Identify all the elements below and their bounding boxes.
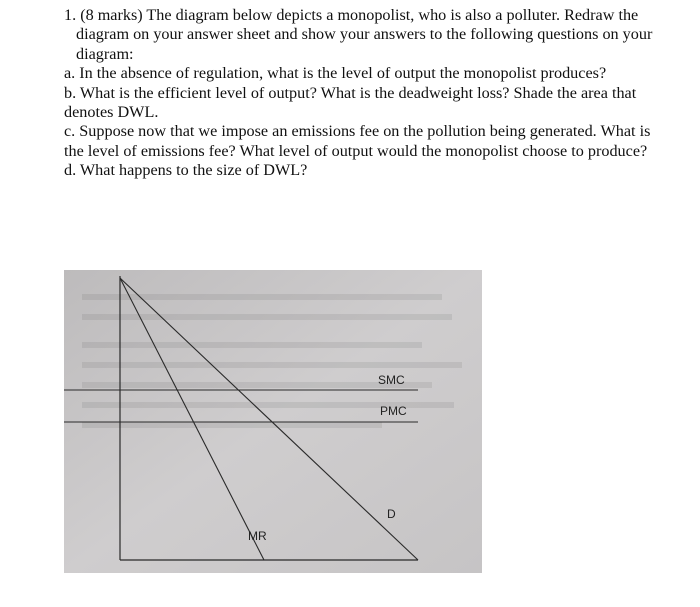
monopoly-diagram — [64, 270, 482, 573]
mr-label: MR — [248, 529, 267, 543]
diagram-photo — [64, 270, 482, 573]
smc-label: SMC — [378, 373, 405, 387]
question-part-b: b. What is the efficient level of output? What is the deadweight loss? Shade the area that denotes DWL. — [64, 83, 637, 122]
pmc-label: PMC — [380, 404, 407, 418]
question-part-c: c. Suppose now that we impose an emissions fee on the pollution being generated. What is the level of emissions fee? What level of output would the monopolist choose to produce? — [64, 122, 651, 160]
question-text — [64, 6, 664, 181]
demand-label: D — [387, 507, 396, 521]
question-intro: 1. (8 marks) The diagram below depicts a monopolist, who is also a polluter. Redraw the diagram on your answer sheet and show your answers to the following questions on your diagram: — [64, 6, 653, 63]
question-part-a: a. In the absence of regulation, what is the level of output the monopolist produces? — [64, 64, 607, 83]
question-part-d: d. What happens to the size of DWL? — [64, 161, 308, 180]
